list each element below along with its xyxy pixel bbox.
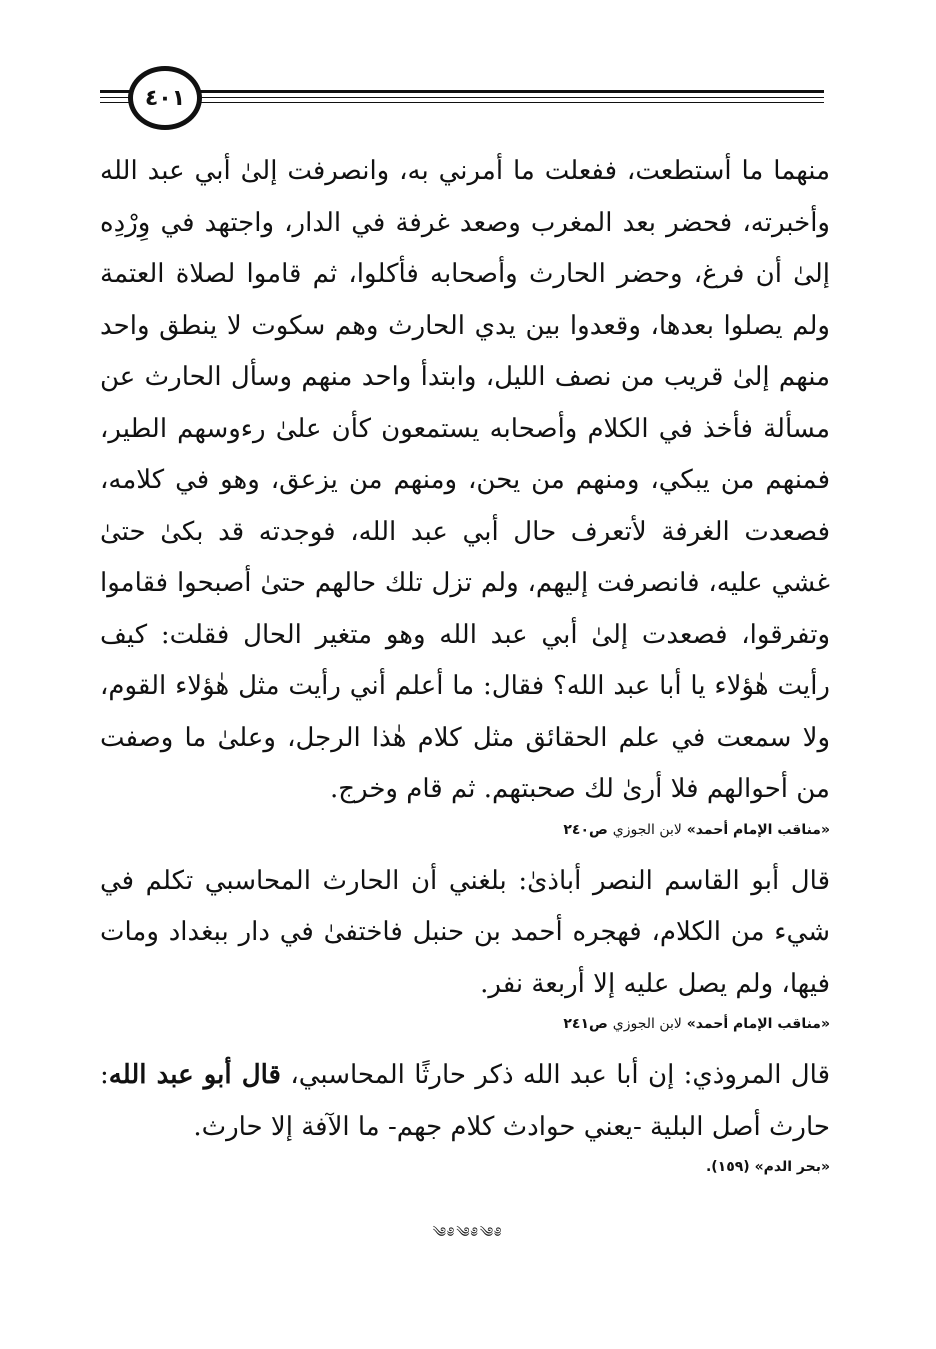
source-author: لابن الجوزي — [612, 821, 682, 838]
ornament-divider: ༄༅༄༅༄༅ — [432, 1225, 504, 1241]
paragraph-3-bold: قال أبو عبد الله — [108, 1060, 281, 1090]
source-page: ص٢٤٠ — [563, 821, 608, 838]
paragraph-3-end: : حارث أصل البلية -يعني حوادث كلام جهم- ما الآفة إلا حارث. — [100, 1060, 830, 1142]
source-title: «مناقب الإمام أحمد» — [686, 821, 830, 838]
source-citation-2 — [100, 1012, 830, 1036]
page-content — [100, 146, 830, 1193]
page-number: ٤٠١ — [128, 66, 202, 130]
source-title: «مناقب الإمام أحمد» — [686, 1016, 830, 1032]
page-header — [100, 66, 824, 134]
paragraph-2: قال أبو القاسم النصر أباذىٰ: بلغني أن الحارث المحاسبي تكلم في شيء من الكلام، فهجره أحمد بن حنبل فاختفىٰ في دار ببغداد ومات فيها، ولم يصل عليه إلا أربعة نفر. — [100, 865, 830, 999]
source-citation-3 — [100, 1155, 830, 1179]
source-citation-1 — [100, 818, 830, 842]
header-rule — [100, 90, 824, 93]
source-author: لابن الجوزي — [612, 1016, 682, 1032]
header-rule-thin-2 — [100, 102, 824, 103]
source-page: ص٢٤١ — [563, 1016, 608, 1032]
source-page: (١٥٩). — [705, 1159, 750, 1175]
paragraph-1: منهما ما أستطعت، ففعلت ما أمرني به، وانصرفت إلىٰ أبي عبد الله وأخبرته، فحضر بعد المغرب وصعد غرفة في الدار، واجتهد في وِرْدِه إلىٰ أن فرغ، وحضر الحارث وأصحابه فأكلوا، ثم قاموا لصلاة العتمة ولم يصلوا بعدها، وقعدوا بين يدي الحارث وهم سكوت لا ينطق واحد منهم إلىٰ قريب من نصف الليل، وابتدأ واحد منهم وسأل الحارث عن مسألة فأخذ في الكلام وأصحابه يستمعون كأن علىٰ رءوسهم الطير، فمنهم من يبكي، ومنهم من يحن، ومنهم من يزعق، وهو في كلامه، فصعدت الغرفة لأتعرف حال أبي عبد الله، فوجدته قد بكىٰ حتىٰ غشي عليه، فانصرفت إليهم، ولم تزل تلك حالهم حتىٰ أصبحوا فقاموا وتفرقوا، فصعدت إلىٰ أبي عبد الله وهو متغير الحال فقلت: كيف رأيت هٰؤلاء يا أبا عبد الله؟ فقال: ما أعلم أني رأيت مثل هٰؤلاء القوم، ولا سمعت في علم الحقائق مثل كلام هٰذا الرجل، وعلىٰ ما وصفت من أحوالهم فلا أرىٰ لك صحبتهم. ثم قام وخرج. — [100, 156, 830, 804]
source-title: «بحر الدم» — [754, 1159, 830, 1175]
paragraph-3 — [100, 1050, 830, 1153]
paragraph-3-start: قال المروذي: إن أبا عبد الله ذكر حارثًا المحاسبي، — [290, 1060, 830, 1090]
header-rule-thin — [100, 97, 824, 98]
